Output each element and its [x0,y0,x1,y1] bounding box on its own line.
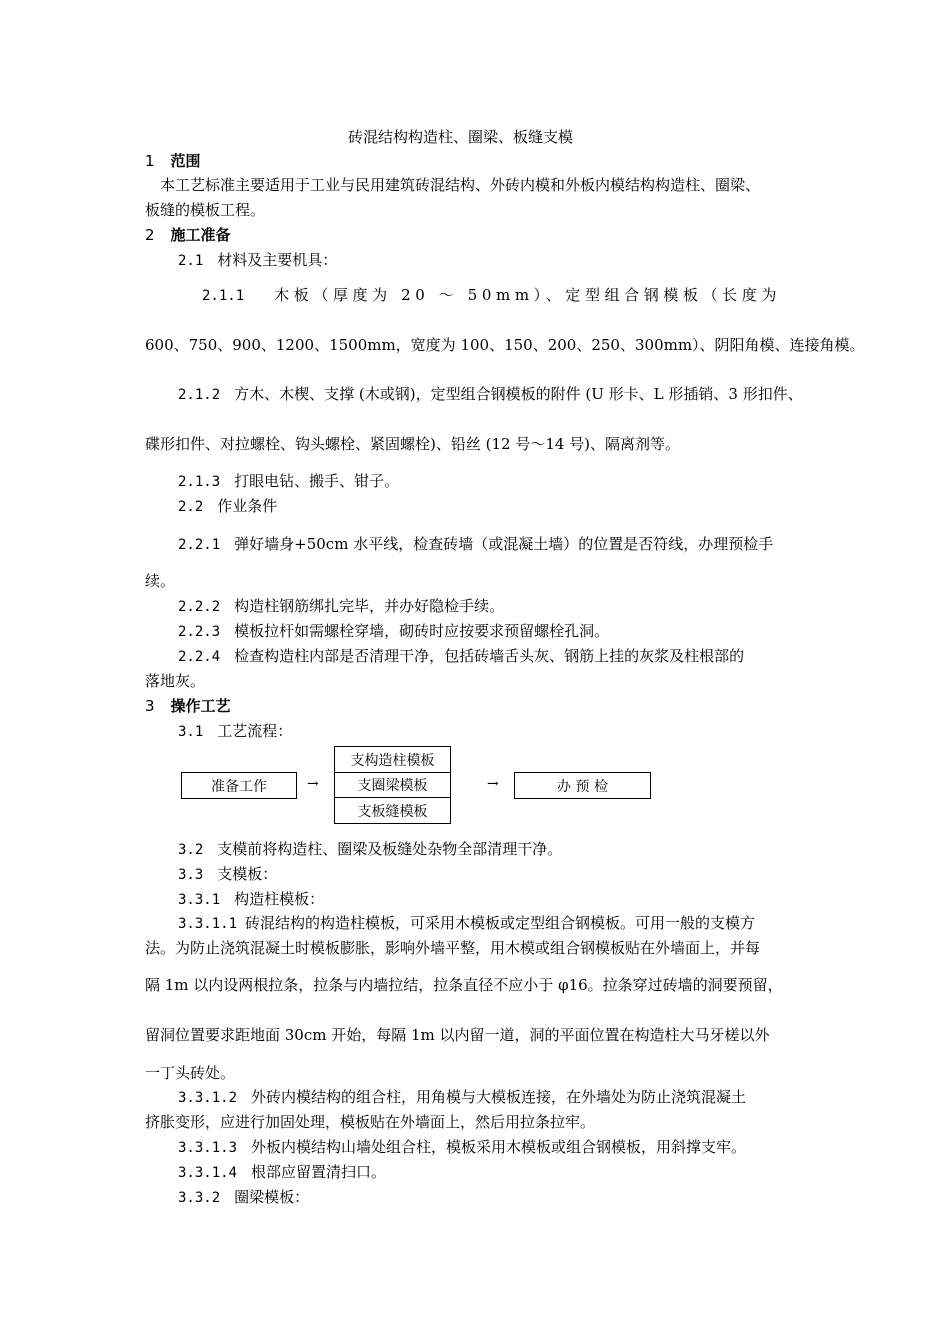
clause-number: 2.2.3 [178,624,221,640]
paragraph-line: 碟形扣件、对拉螺栓、钩头螺栓、紧固螺栓)、铅丝 (12 号～14 号)、隔离剂等。 [145,435,681,453]
clause-text: 工艺流程： [217,722,293,740]
clause-text: 支模前将构造柱、圈梁及板缝处杂物全部清理干净。 [217,840,563,858]
clause-number: 2.1 [178,253,204,269]
clause-text: 检查构造柱内部是否清理干净，包括砖墙舌头灰、钢筋上挂的灰浆及柱根部的 [234,647,745,665]
clause-text: 圈梁模板： [234,1188,310,1206]
paragraph-line: 本工艺标准主要适用于工业与民用建筑砖混结构、外砖内模和外板内模结构构造柱、圈梁、 [160,176,761,194]
clause-text: 根部应留置清扫口。 [251,1163,387,1181]
clause-text: 木板（厚度为 20 ～ 50mm）、定型组合钢模板（长度为 [274,286,781,304]
clause-number: 3.3.1.2 [178,1090,238,1106]
flow-arrow: → [307,776,319,792]
paragraph-line: 留洞位置要求距地面 30cm 开始，每隔 1m 以内留一道，洞的平面位置在构造柱大马牙槎以外 [145,1026,770,1044]
clause-number: 2.1.3 [178,474,221,490]
clause-text: 支模板： [217,865,278,883]
section-title: 范围 [170,152,201,170]
clause-number: 3.1 [178,724,204,740]
paragraph-line: 法。为防止浇筑混凝土时模板膨胀，影响外墙平整，用木模或组合钢模板贴在外墙面上，并每 [145,939,761,957]
paragraph-line: 续。 [145,572,176,590]
clause-2-2-4 [178,649,744,664]
document-title: 砖混结构构造柱、圈梁、板缝支模 [348,128,574,146]
paragraph-line: 隔 1m 以内设两根拉条，拉条与内墙拉结，拉条直径不应小于 φ16。拉条穿过砖墙的洞要预留， [145,976,783,994]
section-number: 1 [145,152,155,170]
clause-3-3-1-4 [178,1165,386,1180]
paragraph-line: 板缝的模板工程。 [145,201,266,219]
section-3-heading [145,699,231,714]
clause-text: 构造柱模板： [234,890,325,908]
clause-3-3-1 [178,892,324,907]
clause-3-3-1-3 [178,1140,746,1155]
clause-number: 2.1.1 [202,288,245,304]
clause-3-3-2 [178,1190,309,1205]
section-title: 操作工艺 [170,697,231,715]
subsection-2-2 [178,499,277,514]
section-number: 3 [145,697,155,715]
clause-3-3-1-1 [178,916,755,931]
section-title: 施工准备 [170,226,231,244]
clause-number: 2.1.2 [178,387,221,403]
subsection-3-3 [178,867,277,882]
subsection-3-2 [178,842,562,857]
clause-number: 3.3.1 [178,892,221,908]
clause-text: 外砖内模结构的组合柱，用角模与大模板连接，在外墙处为防止浇筑混凝土 [251,1088,747,1106]
clause-number: 3.3.1.3 [178,1140,238,1156]
flow-box-column-formwork: 支构造柱模板 [334,746,451,773]
clause-text: 模板拉杆如需螺栓穿墙，砌砖时应按要求预留螺栓孔洞。 [234,622,610,640]
clause-2-1-2 [178,387,803,402]
clause-2-1-1 [202,288,781,303]
flow-box-start: 准备工作 [181,772,297,799]
paragraph-line: 600、750、900、1200、1500mm，宽度为 100、150、200、250、300mm）、阴阳角模、连接角模。 [145,336,865,354]
clause-3-3-1-2 [178,1090,746,1105]
clause-number: 2.2.4 [178,649,221,665]
clause-number: 2.2 [178,499,204,515]
paragraph-line: 一丁头砖处。 [145,1064,236,1082]
clause-number: 2.2.1 [178,537,221,553]
clause-2-2-2 [178,599,504,614]
clause-text: 构造柱钢筋绑扎完毕，并办好隐检手续。 [234,597,505,615]
clause-number: 3.3.1.4 [178,1165,238,1181]
flow-box-end: 办 预 检 [514,772,651,799]
subsection-3-1 [178,724,292,739]
clause-text: 砖混结构的构造柱模板，可采用木模板或定型组合钢模板。可用一般的支模方 [245,914,756,932]
clause-number: 2.2.2 [178,599,221,615]
flow-arrow: → [487,776,499,792]
clause-text: 打眼电钻、搬手、钳子。 [234,472,400,490]
section-1-heading [145,154,201,169]
clause-number: 3.3.1.1 [178,916,238,932]
clause-number: 3.3 [178,867,204,883]
clause-number: 3.3.2 [178,1190,221,1206]
clause-text: 材料及主要机具： [217,251,338,269]
clause-2-2-3 [178,624,609,639]
clause-text: 方木、木楔、支撑 (木或钢)，定型组合钢模板的附件 (U 形卡、L 形插销、3 形扣件、 [234,385,803,403]
clause-2-2-1 [178,537,773,552]
paragraph-line: 落地灰。 [145,672,206,690]
subsection-2-1 [178,253,337,268]
flow-box-ringbeam-formwork: 支圈梁模板 [334,772,451,798]
clause-text: 作业条件 [217,497,278,515]
clause-number: 3.2 [178,842,204,858]
section-2-heading [145,228,231,243]
clause-text: 弹好墙身+50cm 水平线，检查砖墙（或混凝土墙）的位置是否符线，办理预检手 [234,535,774,553]
section-number: 2 [145,226,155,244]
paragraph-line: 挤胀变形，应进行加固处理，模板贴在外墙面上，然后用拉条拉牢。 [145,1113,596,1131]
clause-text: 外板内模结构山墙处组合柱，模板采用木模板或组合钢模板，用斜撑支牢。 [251,1138,747,1156]
clause-2-1-3 [178,474,399,489]
flow-box-slabjoint-formwork: 支板缝模板 [334,797,451,824]
